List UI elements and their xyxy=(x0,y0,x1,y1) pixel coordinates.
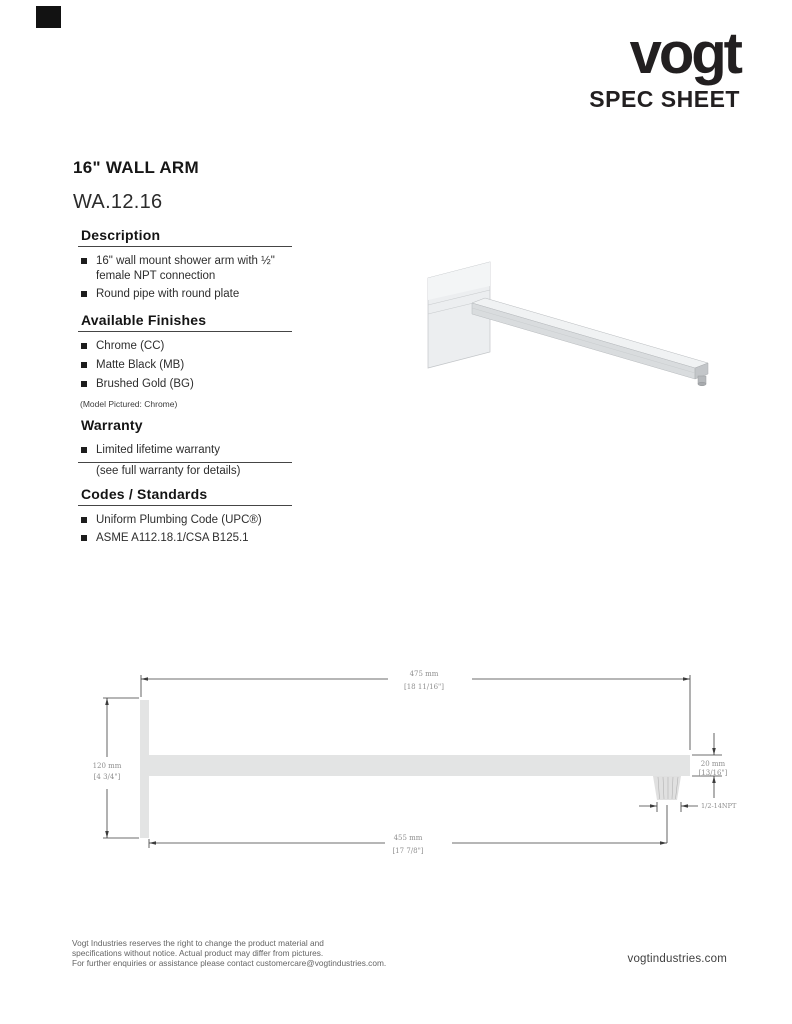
bullet-square-icon xyxy=(81,258,87,264)
model-pictured-note: (Model Pictured: Chrome) xyxy=(80,399,178,409)
section-heading: Warranty xyxy=(81,417,143,433)
bullet-text: ASME A112.18.1/CSA B125.1 xyxy=(96,532,249,544)
list-item xyxy=(78,358,292,373)
corner-registration-mark xyxy=(36,6,61,28)
bullet-text: Brushed Gold (BG) xyxy=(96,378,194,390)
spec-sheet-label: SPEC SHEET xyxy=(589,86,740,112)
drawing-wall-plate xyxy=(140,700,149,838)
bullet-text: 16" wall mount shower arm with ½" female NPT connection xyxy=(96,255,275,282)
footer-legal-text xyxy=(72,938,386,968)
footer-line-1: Vogt Industries reserves the right to change the product material and xyxy=(72,938,324,948)
section-warranty xyxy=(78,417,292,479)
list-item xyxy=(78,287,292,302)
section-rule xyxy=(78,246,292,247)
section-rule xyxy=(78,505,292,506)
technical-drawing xyxy=(85,660,755,865)
footer-line-3: For further enquiries or assistance please contact customercare@vogtindustries.com. xyxy=(72,958,387,968)
drawing-arm xyxy=(149,755,690,776)
bullet-text: Round pipe with round plate xyxy=(96,288,240,300)
list-item xyxy=(78,513,292,528)
bullet-text: Uniform Plumbing Code (UPC®) xyxy=(96,514,262,526)
list-item xyxy=(78,443,292,463)
bullet-square-icon xyxy=(81,517,87,523)
warranty-sub-text: (see full warranty for details) xyxy=(96,465,241,477)
list-item xyxy=(78,531,292,546)
bullet-text: Chrome (CC) xyxy=(96,340,165,352)
section-heading: Codes / Standards xyxy=(81,486,208,502)
section-description xyxy=(78,227,292,305)
bullet-square-icon xyxy=(81,343,87,349)
product-sku: WA.12.16 xyxy=(73,191,163,213)
dim-length-bottom-mm: 455 mm xyxy=(393,834,423,842)
website-link[interactable]: vogtindustries.com xyxy=(627,953,727,965)
dim-thickness-in: [13/16"] xyxy=(698,769,728,777)
list-item xyxy=(78,254,292,284)
list-item xyxy=(78,377,292,392)
dim-length-top-in: [18 11/16"] xyxy=(404,683,444,691)
section-available-finishes xyxy=(78,312,292,409)
bullet-square-icon xyxy=(81,535,87,541)
brand-header xyxy=(589,21,740,113)
product-render-image xyxy=(415,248,725,410)
bullet-square-icon xyxy=(81,447,87,453)
dim-height-in: [4 3/4"] xyxy=(93,773,121,781)
dim-thickness-mm: 20 mm xyxy=(700,760,726,768)
vogt-logo: vogt xyxy=(629,21,740,86)
render-arm-side xyxy=(472,303,695,379)
dim-length-bottom-in: [17 7/8"] xyxy=(392,847,424,855)
bullet-square-icon xyxy=(81,291,87,297)
render-arm-top xyxy=(472,298,708,368)
bullet-text: Limited lifetime warranty xyxy=(96,444,220,456)
section-heading: Available Finishes xyxy=(81,312,207,328)
product-title: 16" WALL ARM xyxy=(73,158,199,177)
npt-fitting-label: 1/2-14NPT xyxy=(701,802,737,810)
bullet-square-icon xyxy=(81,381,87,387)
section-codes-standards xyxy=(78,486,292,549)
bullet-text: Matte Black (MB) xyxy=(96,359,185,371)
dim-length-top-mm: 475 mm xyxy=(409,670,439,678)
bullet-square-icon xyxy=(81,362,87,368)
list-item xyxy=(78,339,292,354)
section-rule xyxy=(78,331,292,332)
footer-line-2: specifications without notice. Actual product may differ from pictures. xyxy=(72,948,324,958)
section-heading: Description xyxy=(81,227,161,243)
dim-height-mm: 120 mm xyxy=(92,762,122,770)
